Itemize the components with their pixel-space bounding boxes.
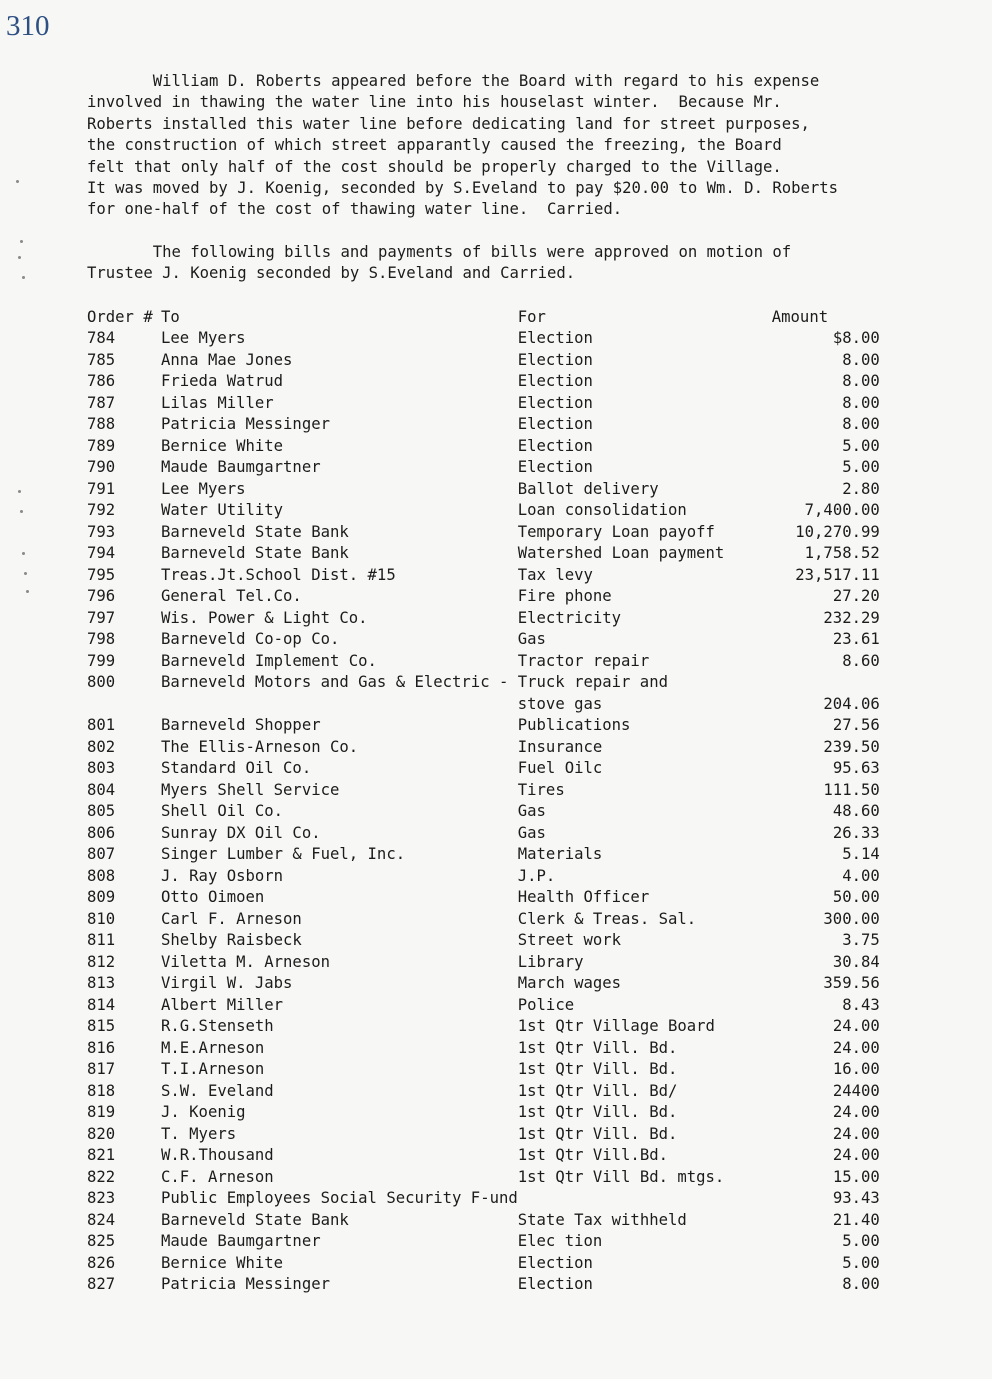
order-number: 791	[87, 479, 116, 498]
purpose: Materials	[517, 845, 603, 864]
purpose: Fire phone	[517, 587, 612, 606]
purpose: Gas	[517, 802, 546, 821]
order-number: 784	[87, 329, 116, 348]
purpose: Election	[517, 393, 593, 412]
amount: 5.00	[842, 436, 880, 455]
order-number: 811	[87, 931, 116, 950]
payee: T. Myers	[161, 1124, 237, 1143]
amount: 24.00	[832, 1038, 880, 1057]
amount: 24.00	[832, 1146, 880, 1165]
amount: 7,400.00	[804, 501, 880, 520]
table-row	[87, 1124, 880, 1146]
table-row	[87, 758, 880, 780]
purpose: Electricity	[517, 608, 622, 627]
table-row	[87, 629, 880, 651]
table-row	[87, 672, 880, 694]
paragraph-line: the construction of which street apparantly caused the freezing, the Board	[87, 136, 782, 155]
purpose: Election	[517, 372, 593, 391]
paragraph-line: It was moved by J. Koenig, seconded by S.Eveland to pay $20.00 to Wm. D. Roberts	[87, 179, 839, 198]
table-row	[87, 823, 880, 845]
purpose: Fuel Oilc	[517, 759, 603, 778]
order-number: 823	[87, 1189, 116, 1208]
order-number: 822	[87, 1167, 116, 1186]
table-row	[87, 1210, 880, 1232]
amount: 23,517.11	[795, 565, 880, 584]
order-number: 801	[87, 716, 116, 735]
table-row	[87, 1102, 880, 1124]
order-number: 826	[87, 1253, 116, 1272]
amount: 23.61	[832, 630, 880, 649]
order-number: 820	[87, 1124, 116, 1143]
table-row	[87, 414, 880, 436]
purpose: Tax levy	[517, 565, 593, 584]
header-order: Order #	[87, 307, 153, 326]
amount: 2.80	[842, 479, 880, 498]
document-body	[87, 71, 967, 1296]
amount: 10,270.99	[795, 522, 880, 541]
table-row	[87, 737, 880, 759]
purpose: Election	[517, 329, 593, 348]
payee: Viletta M. Arneson	[161, 952, 330, 971]
table-row	[87, 694, 880, 716]
table-row	[87, 350, 880, 372]
table-row	[87, 500, 880, 522]
payee: General Tel.Co.	[161, 587, 302, 606]
order-number: 812	[87, 952, 116, 971]
amount: 8.00	[842, 1275, 880, 1294]
purpose: 1st Qtr Vill. Bd.	[517, 1124, 678, 1143]
amount: 16.00	[832, 1060, 880, 1079]
payee: Barneveld Shopper	[161, 716, 321, 735]
table-row	[87, 1038, 880, 1060]
purpose: 1st Qtr Vill Bd. mtgs.	[517, 1167, 725, 1186]
amount: 239.50	[823, 737, 880, 756]
amount: 3.75	[842, 931, 880, 950]
header-to: To	[161, 307, 180, 326]
payee: Barneveld Implement Co.	[161, 651, 377, 670]
amount: 204.06	[823, 694, 880, 713]
order-number: 793	[87, 522, 116, 541]
amount: 8.00	[842, 350, 880, 369]
order-number: 806	[87, 823, 116, 842]
purpose: Police	[517, 995, 575, 1014]
purpose: Watershed Loan payment	[517, 544, 725, 563]
order-number: 785	[87, 350, 116, 369]
payee: S.W. Eveland	[161, 1081, 274, 1100]
purpose: 1st Qtr Vill. Bd/	[517, 1081, 678, 1100]
amount: 26.33	[832, 823, 880, 842]
payee: Barneveld State Bank	[161, 522, 349, 541]
payee: Bernice White	[161, 436, 284, 455]
table-row	[87, 1253, 880, 1275]
amount: 8.43	[842, 995, 880, 1014]
purpose: 1st Qtr Vill.Bd.	[517, 1146, 668, 1165]
payee: Public Employees Social Security F-und	[161, 1189, 518, 1208]
bills-table	[87, 307, 880, 1296]
purpose	[518, 1188, 742, 1210]
amount: 300.00	[823, 909, 880, 928]
amount: $8.00	[832, 329, 880, 348]
payee: Shell Oil Co.	[161, 802, 284, 821]
amount: 24.00	[832, 1017, 880, 1036]
amount: 5.00	[842, 458, 880, 477]
order-number: 804	[87, 780, 116, 799]
order-number: 797	[87, 608, 116, 627]
payee: Myers Shell Service	[161, 780, 340, 799]
header-for: For	[517, 307, 546, 326]
order-number: 787	[87, 393, 116, 412]
payee: Patricia Messinger	[161, 1275, 330, 1294]
order-number: 813	[87, 974, 116, 993]
amount: 27.20	[832, 587, 880, 606]
table-row	[87, 457, 880, 479]
table-row	[87, 1167, 880, 1189]
payee: Singer Lumber & Fuel, Inc.	[161, 845, 406, 864]
purpose: 1st Qtr Village Board	[517, 1017, 715, 1036]
amount: 48.60	[832, 802, 880, 821]
purpose: Loan consolidation	[517, 501, 687, 520]
table-row	[87, 1188, 880, 1210]
payee: Lilas Miller	[161, 393, 274, 412]
roberts-paragraph	[87, 71, 967, 221]
order-number: 789	[87, 436, 116, 455]
purpose: State Tax withheld	[517, 1210, 687, 1229]
amount: 111.50	[823, 780, 880, 799]
table-row	[87, 543, 880, 565]
amount: 8.60	[842, 651, 880, 670]
amount: 21.40	[832, 1210, 880, 1229]
order-number: 799	[87, 651, 116, 670]
table-row	[87, 1059, 880, 1081]
amount: 24.00	[832, 1103, 880, 1122]
payee: Barneveld State Bank	[161, 1210, 349, 1229]
table-row	[87, 393, 880, 415]
order-number: 825	[87, 1232, 116, 1251]
payee: W.R.Thousand	[161, 1146, 274, 1165]
order-number: 792	[87, 501, 116, 520]
paragraph-line: Roberts installed this water line before dedicating land for street purposes,	[87, 114, 810, 133]
table-row	[87, 328, 880, 350]
order-number: 795	[87, 565, 116, 584]
amount: 27.56	[832, 716, 880, 735]
table-row	[87, 866, 880, 888]
table-row	[87, 801, 880, 823]
payee: Lee Myers	[161, 329, 246, 348]
paragraph-line: Trustee J. Koenig seconded by S.Eveland and Carried.	[87, 264, 576, 283]
payee: R.G.Stenseth	[161, 1017, 274, 1036]
amount: 95.63	[832, 759, 880, 778]
table-row	[87, 887, 880, 909]
table-row	[87, 1231, 880, 1253]
purpose: Health Officer	[517, 888, 650, 907]
amount: 4.00	[842, 866, 880, 885]
purpose: Street work	[517, 931, 622, 950]
margin-punch-marks	[14, 180, 28, 620]
payee: Maude Baumgartner	[161, 1232, 321, 1251]
table-row	[87, 1145, 880, 1167]
purpose: Election	[517, 350, 593, 369]
payee: Maude Baumgartner	[161, 458, 321, 477]
purpose: Gas	[517, 630, 546, 649]
order-number: 800	[87, 673, 116, 692]
order-number: 818	[87, 1081, 116, 1100]
order-number: 805	[87, 802, 116, 821]
payee: T.I.Arneson	[161, 1060, 265, 1079]
order-number: 798	[87, 630, 116, 649]
table-row	[87, 995, 880, 1017]
purpose: stove gas	[517, 694, 603, 713]
payee: Bernice White	[161, 1253, 284, 1272]
bills-approval-paragraph	[87, 242, 967, 285]
table-row	[87, 479, 880, 501]
order-number	[87, 694, 161, 716]
table-row	[87, 909, 880, 931]
order-number: 807	[87, 845, 116, 864]
table-row	[87, 565, 880, 587]
order-number: 817	[87, 1060, 116, 1079]
amount: 359.56	[823, 974, 880, 993]
order-number: 790	[87, 458, 116, 477]
header-amount: Amount	[771, 307, 829, 326]
payee: Otto Oimoen	[161, 888, 265, 907]
purpose: March wages	[517, 974, 622, 993]
table-row	[87, 1274, 880, 1296]
amount: 232.29	[823, 608, 880, 627]
table-row	[87, 715, 880, 737]
paragraph-line: for one-half of the cost of thawing water line. Carried.	[87, 200, 623, 219]
purpose: Temporary Loan payoff	[517, 522, 715, 541]
purpose: Elec tion	[517, 1232, 603, 1251]
order-number: 794	[87, 544, 116, 563]
payee: Sunray DX Oil Co.	[161, 823, 321, 842]
payee: J. Ray Osborn	[161, 866, 284, 885]
amount: 24400	[832, 1081, 880, 1100]
amount: 5.00	[842, 1253, 880, 1272]
order-number: 814	[87, 995, 116, 1014]
table-row	[87, 371, 880, 393]
table-row	[87, 844, 880, 866]
payee: Carl F. Arneson	[161, 909, 302, 928]
order-number: 827	[87, 1275, 116, 1294]
purpose: J.P.	[517, 866, 556, 885]
order-number: 819	[87, 1103, 116, 1122]
payee: Barneveld Co-op Co.	[161, 630, 340, 649]
purpose: Election	[517, 1253, 593, 1272]
amount: 15.00	[832, 1167, 880, 1186]
purpose: Tires	[517, 780, 565, 799]
payee: Treas.Jt.School Dist. #15	[161, 565, 396, 584]
amount: 93.43	[832, 1189, 880, 1208]
purpose: Publications	[517, 716, 631, 735]
payee: Frieda Watrud	[161, 372, 284, 391]
table-row	[87, 608, 880, 630]
purpose: 1st Qtr Vill. Bd.	[517, 1103, 678, 1122]
bills-table-body	[87, 328, 880, 1296]
payee: J. Koenig	[161, 1103, 246, 1122]
amount: 5.00	[842, 1232, 880, 1251]
order-number: 802	[87, 737, 116, 756]
bills-table-header	[87, 307, 880, 329]
payee: The Ellis-Arneson Co.	[161, 737, 359, 756]
order-number: 796	[87, 587, 116, 606]
order-number: 815	[87, 1017, 116, 1036]
purpose: Insurance	[517, 737, 603, 756]
purpose: 1st Qtr Vill. Bd.	[517, 1038, 678, 1057]
order-number: 786	[87, 372, 116, 391]
payee: M.E.Arneson	[161, 1038, 265, 1057]
purpose: Ballot delivery	[517, 479, 659, 498]
purpose: Election	[517, 458, 593, 477]
amount: 5.14	[842, 845, 880, 864]
payee: Virgil W. Jabs	[161, 974, 293, 993]
purpose: Election	[517, 1275, 593, 1294]
amount: 24.00	[832, 1124, 880, 1143]
payee: Lee Myers	[161, 479, 246, 498]
purpose: 1st Qtr Vill. Bd.	[517, 1060, 678, 1079]
paragraph-line: William D. Roberts appeared before the Board with regard to his expense	[87, 72, 820, 90]
amount: 8.00	[842, 372, 880, 391]
payee: Anna Mae Jones	[161, 350, 293, 369]
paragraph-line: felt that only half of the cost should be properly charged to the Village.	[87, 157, 782, 176]
order-number: 803	[87, 759, 116, 778]
purpose: Clerk & Treas. Sal.	[517, 909, 697, 928]
table-row	[87, 780, 880, 802]
payee: Shelby Raisbeck	[161, 931, 302, 950]
payee: Patricia Messinger	[161, 415, 330, 434]
table-row	[87, 586, 880, 608]
paragraph-line: involved in thawing the water line into his houselast winter. Because Mr.	[87, 93, 782, 112]
payee	[161, 694, 518, 716]
payee: Wis. Power & Light Co.	[161, 608, 368, 627]
payee: Albert Miller	[161, 995, 284, 1014]
payee: Barneveld State Bank	[161, 544, 349, 563]
purpose: Election	[517, 415, 593, 434]
order-number: 816	[87, 1038, 116, 1057]
purpose: Election	[517, 436, 593, 455]
order-number: 810	[87, 909, 116, 928]
payee: Standard Oil Co.	[161, 759, 312, 778]
payee: Water Utility	[161, 501, 284, 520]
order-number: 809	[87, 888, 116, 907]
payee: C.F. Arneson	[161, 1167, 274, 1186]
table-row	[87, 1081, 880, 1103]
page-number: 310	[6, 10, 50, 42]
table-row	[87, 522, 880, 544]
table-row	[87, 436, 880, 458]
amount: 50.00	[832, 888, 880, 907]
paragraph-line: The following bills and payments of bills were approved on motion of	[87, 242, 792, 261]
purpose: Tractor repair	[517, 651, 650, 670]
amount: 8.00	[842, 415, 880, 434]
purpose: Gas	[517, 823, 546, 842]
amount: 8.00	[842, 393, 880, 412]
amount: 30.84	[832, 952, 880, 971]
table-row	[87, 952, 880, 974]
table-row	[87, 1016, 880, 1038]
order-number: 808	[87, 866, 116, 885]
table-row	[87, 930, 880, 952]
table-row	[87, 651, 880, 673]
order-number: 824	[87, 1210, 116, 1229]
order-number: 788	[87, 415, 116, 434]
order-number: 821	[87, 1146, 116, 1165]
payee: Barneveld Motors and Gas & Electric - Truck repair and	[161, 673, 668, 692]
purpose: Library	[517, 952, 584, 971]
amount: 1,758.52	[804, 544, 880, 563]
table-row	[87, 973, 880, 995]
